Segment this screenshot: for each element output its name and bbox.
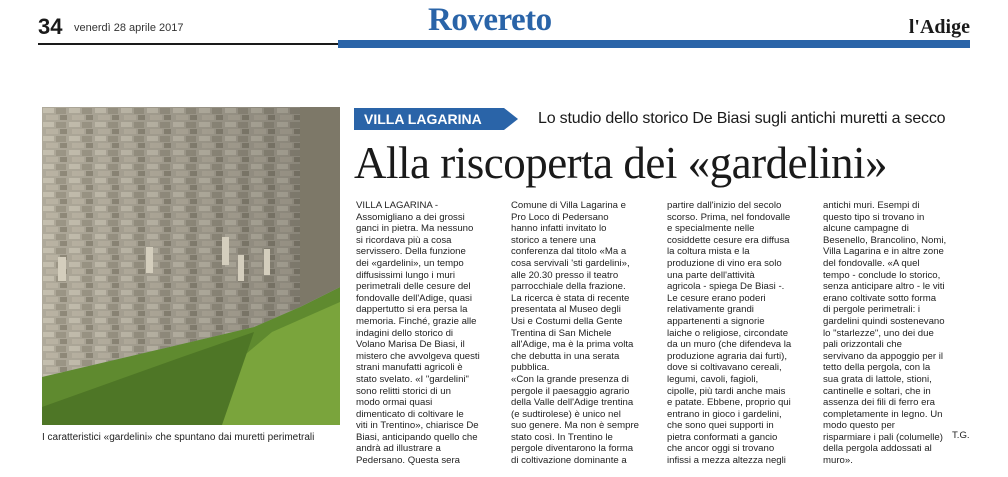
text-line: sono relitti storici di un	[356, 385, 451, 397]
text-line: strani manufatti agricoli è	[356, 362, 463, 374]
text-line: del fondovalle. «A quel	[823, 257, 920, 269]
text-line: assenza dei fili di ferro era	[823, 397, 935, 409]
text-line: indagini dello storico di	[356, 327, 454, 339]
text-line: fondovalle dell'Adige, quasi	[356, 292, 472, 304]
text-line: presentata al Museo degli	[511, 304, 621, 316]
text-line: Trentina di San Michele	[511, 327, 612, 339]
text-line: gardelini quindi sostenevano	[823, 315, 945, 327]
masthead-rule	[38, 43, 338, 45]
text-line: dei «gardelini», un tempo	[356, 257, 464, 269]
text-line: ganci in pietra. Ma nessuno	[356, 223, 474, 235]
text-line: senza anticipare altro - le viti	[823, 281, 945, 293]
text-line: dimenticato di coltivare le	[356, 408, 464, 420]
article-column-4	[823, 200, 971, 467]
text-line: relativamente grandi	[667, 304, 754, 316]
text-line: della pergola addossati al	[823, 443, 932, 455]
text-line: parrocchiale della frazione.	[511, 281, 626, 293]
text-line: cantinelle e soltari, che in	[823, 385, 931, 397]
text-line: pubblica.	[511, 362, 550, 374]
text-line: modo questo per	[823, 420, 895, 432]
kicker-label: VILLA LAGARINA	[354, 108, 504, 130]
article-headline: Alla riscoperta dei «gardelini»	[354, 138, 888, 188]
section-title: Rovereto	[428, 2, 552, 38]
issue-date: venerdì 28 aprile 2017	[74, 22, 184, 34]
text-line: andrà ad illustrare a	[356, 443, 441, 455]
text-line: scorso. Prima, nel fondovalle	[667, 211, 791, 223]
text-line: cosiddette cesure era diffusa	[667, 234, 790, 246]
text-line: Comune di Villa Lagarina e	[511, 200, 627, 211]
text-line: suo genere. Ma non è sempre	[511, 420, 639, 432]
text-line: Assomigliano a dei grossi	[356, 211, 465, 223]
newspaper-name: l'Adige	[908, 16, 970, 38]
article-column-3	[667, 200, 817, 467]
text-line: viti in Trentino», chiarisce De	[356, 420, 479, 432]
text-line: perimetrali delle cesure del	[356, 281, 471, 293]
text-line: legumi, cavoli, fagioli,	[667, 373, 759, 385]
text-line: memoria. Finché, grazie alle	[356, 315, 477, 327]
text-line: hanno infatti invitato lo	[511, 223, 607, 235]
kicker-arrow	[504, 108, 518, 130]
text-line: una parte dell'attività	[667, 269, 755, 281]
text-line: appartenenti a signorie	[667, 315, 765, 327]
text-line: Pedersano. Questa sera	[356, 455, 460, 467]
text-line: pergole il paesaggio agrario	[511, 385, 630, 397]
text-line: di coltivazione dominante a	[511, 455, 627, 467]
text-line: lo "starlezze", uno dei due	[823, 327, 934, 339]
text-line: alcune campagne di	[823, 223, 909, 235]
text-line: servivano da appoggio per il	[823, 350, 944, 362]
text-line: antichi muri. Esempi di	[823, 200, 920, 211]
text-line: Volano Marisa De Biasi, il	[356, 339, 465, 351]
text-line: dove si coltivavano cereali,	[667, 362, 782, 374]
text-line: Le cesure erano poderi	[667, 292, 766, 304]
text-line: questo tipo si trovano in	[823, 211, 925, 223]
text-line: completamente in legno. Un	[823, 408, 943, 420]
text-line: che debutta in una serata	[511, 350, 620, 362]
text-line: produzione agraria dai furti),	[667, 350, 787, 362]
text-line: pergole diventarono la forma	[511, 443, 634, 455]
text-line: La ricerca è stata di recente	[511, 292, 630, 304]
article-column-1	[356, 200, 506, 467]
text-line: stato svelato. «I "gardelini"	[356, 373, 469, 385]
text-line: «Con la grande presenza di	[511, 373, 629, 385]
text-line: che sono quei supporti in	[667, 420, 774, 432]
text-line: pali orizzontali che	[823, 339, 902, 351]
text-line: laiche o religiose, circondate	[667, 327, 789, 339]
text-line: stato così. In Trentino le	[511, 431, 613, 443]
text-line: sua grata di lattole, stioni,	[823, 373, 932, 385]
article-subheadline: Lo studio dello storico De Biasi sugli antichi muretti a secco	[538, 110, 946, 127]
text-line: conferenza dal titolo «Ma a	[511, 246, 627, 258]
text-line: cipolle, più tardi anche mais	[667, 385, 786, 397]
text-line: e patate. Ebbene, proprio qui	[667, 397, 791, 409]
article-column-2	[511, 200, 661, 467]
page-number: 34	[38, 14, 63, 39]
text-line: VILLA LAGARINA -	[356, 200, 439, 211]
text-line: muro».	[823, 455, 853, 467]
text-line: Besenello, Brancolino, Nomi,	[823, 234, 947, 246]
text-line: servissero. Della funzione	[356, 246, 466, 258]
masthead-accent-bar	[338, 40, 970, 48]
text-line: infissi a mezza altezza negli	[667, 455, 786, 467]
text-line: mistero che avvolgeva questi	[356, 350, 480, 362]
text-line: alle 20.30 presso il teatro	[511, 269, 619, 281]
text-line: risparmiare i pali (columelle)	[823, 431, 943, 443]
text-line: si ricordava più a cosa	[356, 234, 452, 246]
text-line: e specialmente nelle	[667, 223, 755, 235]
text-line: della Valle dell'Adige trentina	[511, 397, 634, 409]
text-line: all'Adige, ma è la prima volta	[511, 339, 634, 351]
text-line: di pergole perimetrali: i	[823, 304, 921, 316]
text-line: modo ormai quasi	[356, 397, 433, 409]
text-line: che ancor oggi si trovano	[667, 443, 775, 455]
text-line: tetto della pergola, con la	[823, 362, 931, 374]
text-line: erano coltivate sotto forma	[823, 292, 937, 304]
text-line: agricola - spiega De Biasi -.	[667, 281, 785, 293]
text-line: Usi e Costumi della Gente	[511, 315, 623, 327]
photo-caption: I caratteristici «gardelini» che spuntano dai muretti perimetrali	[42, 432, 315, 443]
text-line: tempo - conclude lo storico,	[823, 269, 941, 281]
text-line: produzione di vino era solo	[667, 257, 782, 269]
text-line: Villa Lagarina e in altre zone	[823, 246, 944, 258]
text-line: entrano in gioco i gardelini,	[667, 408, 782, 420]
text-line: Biasi, anticipando quello che	[356, 431, 478, 443]
text-line: cosa servivali 'sti gardelini»,	[511, 257, 630, 269]
article-photo	[42, 107, 340, 425]
text-line: partire dall'inizio del secolo	[667, 200, 782, 211]
text-line: storico a tenere una	[511, 234, 596, 246]
text-line: da un muro (che difendeva la	[667, 339, 792, 351]
text-line: dappertutto si era persa la	[356, 304, 468, 316]
text-line: la coltura mista e la	[667, 246, 750, 258]
author-signature: T.G.	[952, 430, 970, 441]
text-line: diffusissimi lungo i muri	[356, 269, 455, 281]
text-line: pietra conformati a gancio	[667, 431, 778, 443]
text-line: (e sudtirolese) è unico nel	[511, 408, 621, 420]
text-line: Pro Loco di Pedersano	[511, 211, 609, 223]
